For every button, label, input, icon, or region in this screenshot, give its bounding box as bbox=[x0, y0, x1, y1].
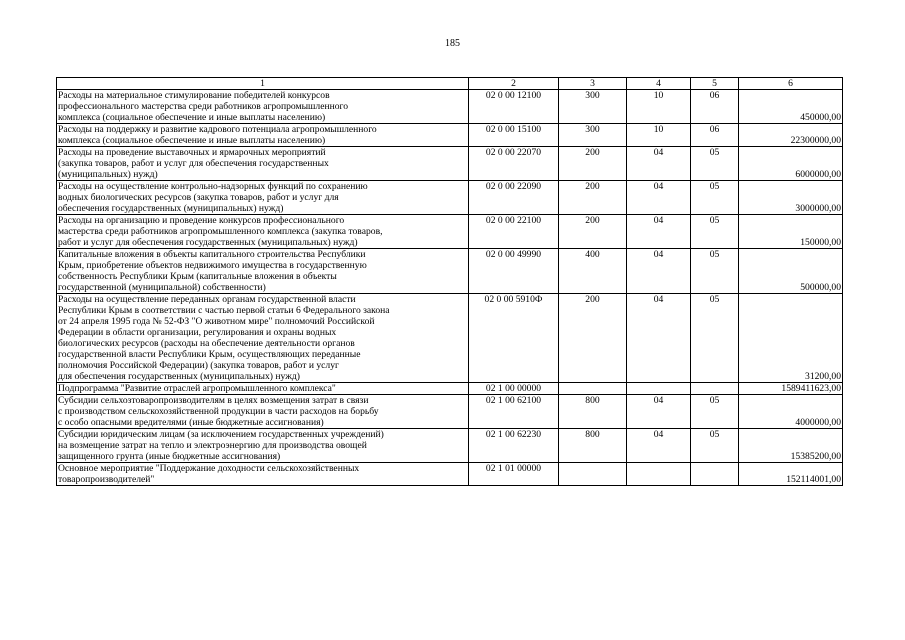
row-target-code: 02 0 00 22070 bbox=[469, 147, 559, 181]
row-subsection: 05 bbox=[691, 249, 739, 294]
row-subsection: 05 bbox=[691, 395, 739, 429]
row-expense-type: 200 bbox=[559, 181, 627, 215]
row-description: Расходы на поддержку и развитие кадрового потенциала агропромышленного комплекса (социальное обеспечение и иные выплаты населению) bbox=[57, 124, 469, 147]
budget-table bbox=[56, 77, 843, 486]
table-row bbox=[57, 294, 843, 383]
row-description: Расходы на организацию и проведение конкурсов профессионального мастерства среди работников агропромышленного комплекса (закупка товаров, работ и услуг для обеспечения государственных (муниципальных) нужд) bbox=[57, 215, 469, 249]
row-subsection: 05 bbox=[691, 181, 739, 215]
row-target-code: 02 1 00 62230 bbox=[469, 429, 559, 463]
table-row bbox=[57, 429, 843, 463]
header-cell-4: 4 bbox=[627, 78, 691, 90]
row-description: Расходы на осуществление контрольно-надзорных функций по сохранению водных биологических ресурсов (закупка товаров, работ и услуг для обеспечения государственных (муниципальных) нужд) bbox=[57, 181, 469, 215]
row-expense-type: 800 bbox=[559, 429, 627, 463]
row-subsection: 05 bbox=[691, 215, 739, 249]
header-cell-1: 1 bbox=[57, 78, 469, 90]
budget-table-body bbox=[57, 78, 843, 486]
row-subsection: 05 bbox=[691, 294, 739, 383]
row-section: 10 bbox=[627, 124, 691, 147]
row-expense-type: 400 bbox=[559, 249, 627, 294]
row-subsection: 05 bbox=[691, 147, 739, 181]
row-subsection: 05 bbox=[691, 429, 739, 463]
header-row bbox=[57, 78, 843, 90]
row-section: 04 bbox=[627, 215, 691, 249]
row-amount: 6000000,00 bbox=[739, 147, 843, 181]
row-section: 04 bbox=[627, 181, 691, 215]
row-amount: 3000000,00 bbox=[739, 181, 843, 215]
row-subsection: 06 bbox=[691, 90, 739, 124]
row-expense-type: 800 bbox=[559, 395, 627, 429]
row-section: 04 bbox=[627, 429, 691, 463]
table-row bbox=[57, 181, 843, 215]
row-amount: 500000,00 bbox=[739, 249, 843, 294]
row-description: Подпрограмма "Развитие отраслей агропромышленного комплекса" bbox=[57, 383, 469, 395]
row-amount: 22300000,00 bbox=[739, 124, 843, 147]
row-expense-type bbox=[559, 463, 627, 486]
row-expense-type: 200 bbox=[559, 147, 627, 181]
row-target-code: 02 0 00 22090 bbox=[469, 181, 559, 215]
row-amount: 4000000,00 bbox=[739, 395, 843, 429]
row-section: 04 bbox=[627, 147, 691, 181]
row-amount: 150000,00 bbox=[739, 215, 843, 249]
row-description: Расходы на материальное стимулирование победителей конкурсов профессионального мастерства среди работников агропромышленного комплекса (социальное обеспечение и иные выплаты населению) bbox=[57, 90, 469, 124]
header-cell-6: 6 bbox=[739, 78, 843, 90]
table-row bbox=[57, 463, 843, 486]
header-cell-2: 2 bbox=[469, 78, 559, 90]
row-subsection bbox=[691, 463, 739, 486]
row-target-code: 02 1 00 62100 bbox=[469, 395, 559, 429]
row-subsection: 06 bbox=[691, 124, 739, 147]
row-amount: 1589411623,00 bbox=[739, 383, 843, 395]
row-section: 04 bbox=[627, 249, 691, 294]
row-section bbox=[627, 463, 691, 486]
row-amount: 31200,00 bbox=[739, 294, 843, 383]
header-cell-3: 3 bbox=[559, 78, 627, 90]
row-target-code: 02 0 00 49990 bbox=[469, 249, 559, 294]
row-section: 04 bbox=[627, 294, 691, 383]
row-description: Субсидии сельхозтоваропроизводителям в целях возмещения затрат в связи с производством сельскохозяйственной продукции в части расходов на борьбу с особо опасными вредителями (иные бюджетные ассигнования) bbox=[57, 395, 469, 429]
row-description: Субсидии юридическим лицам (за исключением государственных учреждений) на возмещение затрат на тепло и электроэнергию для производства овощей защищенного грунта (иные бюджетные ассигнования) bbox=[57, 429, 469, 463]
row-description: Расходы на проведение выставочных и ярмарочных мероприятий (закупка товаров, работ и услуг для обеспечения государственных (муниципальных) нужд) bbox=[57, 147, 469, 181]
row-section: 10 bbox=[627, 90, 691, 124]
row-target-code: 02 0 00 22100 bbox=[469, 215, 559, 249]
row-expense-type: 300 bbox=[559, 90, 627, 124]
table-row bbox=[57, 147, 843, 181]
table-row bbox=[57, 249, 843, 294]
page-number: 185 bbox=[445, 38, 460, 49]
row-section bbox=[627, 383, 691, 395]
header-cell-5: 5 bbox=[691, 78, 739, 90]
row-target-code: 02 0 00 12100 bbox=[469, 90, 559, 124]
row-target-code: 02 0 00 5910Ф bbox=[469, 294, 559, 383]
row-target-code: 02 1 00 00000 bbox=[469, 383, 559, 395]
table-row bbox=[57, 383, 843, 395]
table-row bbox=[57, 215, 843, 249]
table-row bbox=[57, 395, 843, 429]
table-row bbox=[57, 124, 843, 147]
row-expense-type bbox=[559, 383, 627, 395]
row-target-code: 02 0 00 15100 bbox=[469, 124, 559, 147]
row-section: 04 bbox=[627, 395, 691, 429]
row-expense-type: 200 bbox=[559, 215, 627, 249]
row-amount: 152114001,00 bbox=[739, 463, 843, 486]
row-target-code: 02 1 01 00000 bbox=[469, 463, 559, 486]
row-description: Капитальные вложения в объекты капитального строительства Республики Крым, приобретение объектов недвижимого имущества в государственную собственность Республики Крым (капитальные вложения в объекты государственной (муниципальной) собственности) bbox=[57, 249, 469, 294]
row-subsection bbox=[691, 383, 739, 395]
row-description: Основное мероприятие "Поддержание доходности сельскохозяйственных товаропроизводителей" bbox=[57, 463, 469, 486]
row-amount: 450000,00 bbox=[739, 90, 843, 124]
table-row bbox=[57, 90, 843, 124]
row-expense-type: 300 bbox=[559, 124, 627, 147]
row-expense-type: 200 bbox=[559, 294, 627, 383]
row-amount: 15385200,00 bbox=[739, 429, 843, 463]
row-description: Расходы на осуществление переданных органам государственной власти Республики Крым в соответствии с частью первой статьи 6 Федерального закона от 24 апреля 1995 года № 52-ФЗ "О животном мире" полномочий Российской Федерации в области организации, регулирования и охраны водных биологических ресурсов (расходы на обеспечение деятельности органов государственной власти Республики Крым, осуществляющих переданные полномочия Российской Федерации) (закупка товаров, работ и услуг для обеспечения государственных (муниципальных) нужд) bbox=[57, 294, 469, 383]
